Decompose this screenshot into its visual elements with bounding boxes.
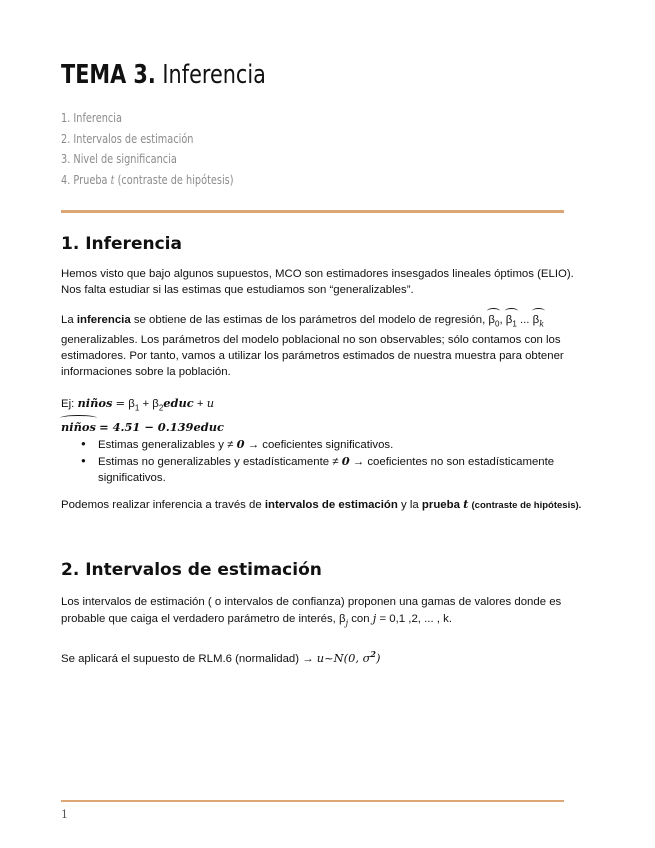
footer-divider xyxy=(61,800,564,802)
list-item: ● Estimas generalizables y ≠ 0 → coeficientes significativos. xyxy=(61,436,591,453)
toc-item: 1. Inferencia xyxy=(61,110,122,125)
example-model: Ej: niños = $\beta_1$ + $\beta_2educ + u$ xyxy=(61,396,215,413)
toc-item: 4. Prueba t (contraste de hipótesis) xyxy=(61,171,234,187)
page-number: 1 xyxy=(61,808,68,821)
paragraph-normalidad: Se aplicará el supuesto de RLM.6 (normalidad) → u~N(0, $\sigma^2$) xyxy=(61,649,381,665)
toc-item: 2. Intervalos de estimación xyxy=(61,130,194,146)
section-heading-inferencia: 1. Inferencia xyxy=(61,234,182,254)
bullet-list xyxy=(61,436,591,486)
paragraph-inferencia-definition: La inferencia se obtiene de las estimas de los parámetros del modelo de regresión, $\beta_0$, $\beta_1$ ... $\beta_k$ generalizables. Los parámetros del modelo poblacional no son observables; sólo contamos con los estimadores. Por tanto, vamos a utilizar los parámetros estimados de nuestra muestra para obtener informaciones sobre la población. xyxy=(61,314,564,379)
beta-hat-0: $\beta_0$ xyxy=(488,312,499,332)
top-divider xyxy=(61,210,564,213)
example-fitted: niños = 4.51 − 0.139educ xyxy=(61,420,224,434)
title-number: TEMA 3. xyxy=(61,60,156,90)
beta-hat-1: $\beta_1$ xyxy=(506,312,517,332)
toc-item: 3. Nivel de significancia xyxy=(61,151,177,166)
beta-hat-k: $\beta_k$ xyxy=(533,312,544,332)
table-of-contents xyxy=(61,108,282,190)
paragraph-intervalos: Los intervalos de estimación ( o intervalos de confianza) proponen una gamas de valores donde es probable que caiga el verdadero parámetro de interés, $\beta_j$ con j = 0,1 ,2, ... , k. xyxy=(61,596,562,628)
section-heading-intervalos: 2. Intervalos de estimación xyxy=(61,560,322,580)
paragraph-closing: Podemos realizar inferencia a través de intervalos de estimación y la prueba t (contraste de hipótesis). xyxy=(61,497,582,511)
list-item: ● Estimas no generalizables y estadísticamente ≠ 0 → coeficientes no son estadísticamente significativos. xyxy=(61,453,591,486)
title-text: Inferencia xyxy=(162,60,266,90)
page-title xyxy=(61,60,266,90)
paragraph-intro: Hemos visto que bajo algunos supuestos, MCO son estimadores insesgados lineales óptimos (ELIO). Nos falta estudiar si las estimas que estudiamos son “generalizables”. xyxy=(61,268,574,296)
